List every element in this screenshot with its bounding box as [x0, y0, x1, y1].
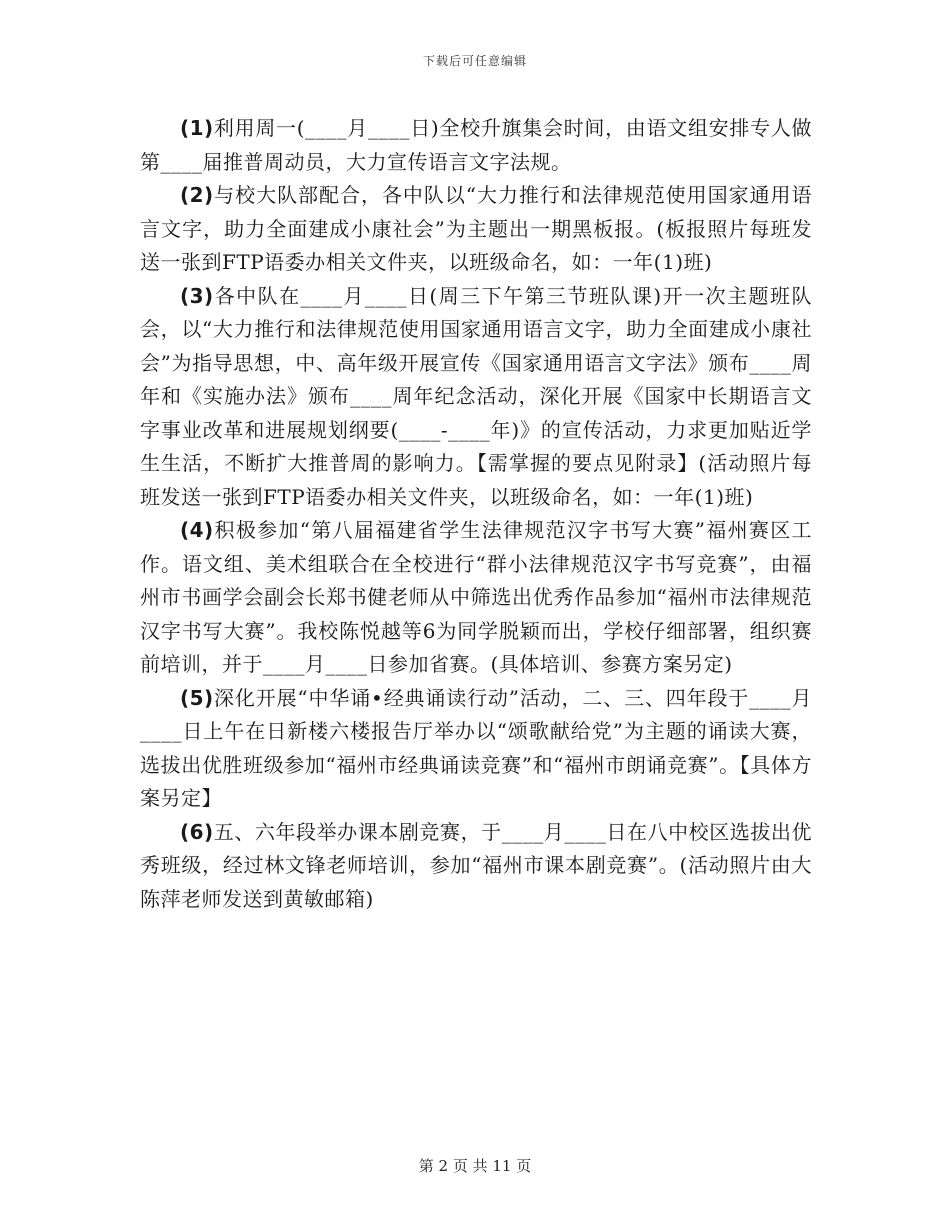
paragraph-1 [140, 112, 812, 179]
paragraph-text: 各中队在____月____日(周三下午第三节班队课)开一次主题班队会，以“大力推行和法律规范使用国家通用语言文字，助力全面建成小康社会”为指导思想，中、高年级开展宣传《国家通用语言文字法》颁布____周年和《实施办法》颁布____周年纪念活动，深化开展《国家中长期语言文字事业改革和进展规划纲要(____-____年)》的宣传活动，力求更加贴近学生生活，不断扩大推普周的影响力。【需掌握的要点见附录】(活动照片每班发送一张到FTP语委办相关文件夹，以班级命名，如：一年(1)班) [140, 283, 812, 509]
paragraph-number: (3) [180, 283, 214, 308]
paragraph-number: (6) [180, 819, 214, 844]
paragraph-5 [140, 682, 812, 816]
paragraph-text: 积极参加“第八届福建省学生法律规范汉字书写大赛”福州赛区工作。语文组、美术组联合在全校进行“群小法律规范汉字书写竞赛”，由福州市书画学会副会长郑书健老师从中筛选出优秀作品参加“福州市法律规范汉字书写大赛”。我校陈悦越等6为同学脱颖而出，学校仔细部署，组织赛前培训，并于____月____日参加省赛。(具体培训、参赛方案另定) [140, 518, 812, 676]
paragraph-number: (4) [180, 518, 214, 542]
paragraph-number: (2) [180, 183, 214, 207]
paragraph-4 [140, 514, 812, 682]
paragraph-number: (1) [180, 116, 214, 140]
paragraph-6 [140, 816, 812, 917]
paragraph-text: 五、六年段举办课本剧竞赛，于____月____日在八中校区选拔出优秀班级，经过林文锋老师培训，参加“福州市课本剧竞赛”。(活动照片由大陈萍老师发送到黄敏邮箱) [140, 819, 812, 911]
page-number: 第 2 页 共 11 页 [418, 1157, 532, 1175]
header-note: 下载后可任意编辑 [422, 54, 527, 68]
paragraph-3 [140, 280, 812, 515]
paragraph-2 [140, 179, 812, 280]
paragraph-number: (5) [180, 685, 214, 710]
paragraph-text: 深化开展“中华诵•经典诵读行动”活动，二、三、四年段于____月____日上午在日新楼六楼报告厅举办以“颂歌献给党”为主题的诵读大赛，选拔出优胜班级参加“福州市经典诵读竞赛”和“福州市朗诵竞赛”。【具体方案另定】 [140, 685, 812, 810]
document-body [140, 112, 812, 916]
paragraph-text: 与校大队部配合，各中队以“大力推行和法律规范使用国家通用语言文字，助力全面建成小康社会”为主题出一期黑板报。(板报照片每班发送一张到FTP语委办相关文件夹，以班级命名，如：一年(1)班) [140, 183, 812, 274]
paragraph-text: 利用周一(____月____日)全校升旗集会时间，由语文组安排专人做第____届推普周动员，大力宣传语言文字法规。 [140, 116, 812, 174]
